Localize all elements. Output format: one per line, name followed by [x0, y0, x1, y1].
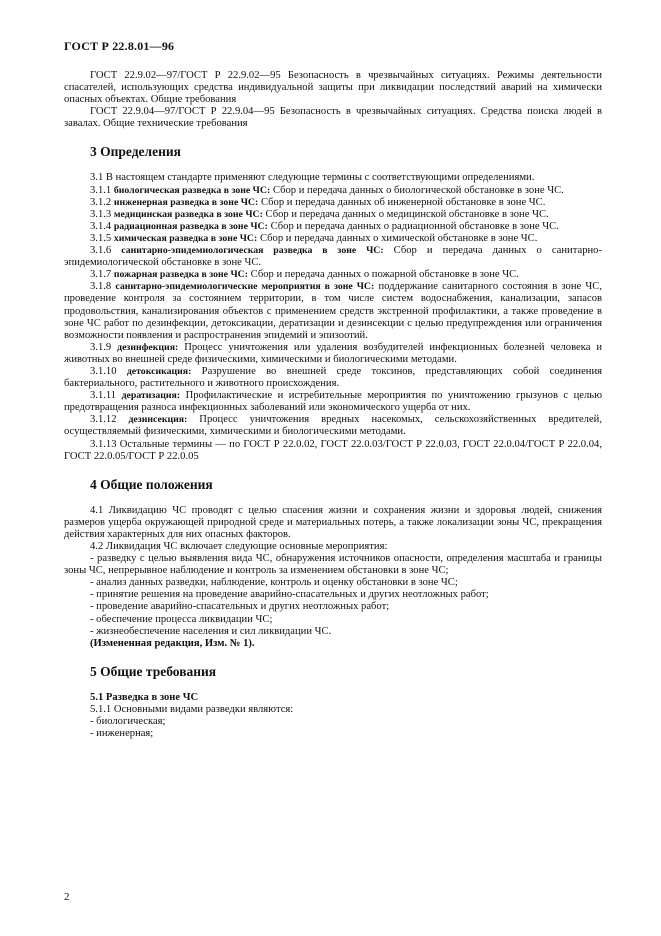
definition-term: санитарно-эпидемиологическая разведка в зоне ЧС:	[121, 245, 384, 257]
definition-text: Сбор и передача данных о радиационной обстановке в зоне ЧС.	[270, 220, 559, 232]
subsection-5-1-heading: 5.1 Разведка в зоне ЧС	[90, 691, 199, 703]
definition-number: 3.1.11	[90, 390, 117, 402]
definition-number: 3.1.2	[90, 196, 112, 208]
definitions-intro: 3.1 В настоящем стандарте применяют следующие термины с соответствующими определениями.	[90, 172, 535, 184]
section-4-heading: 4 Общие положения	[90, 476, 213, 492]
definition-item	[64, 269, 602, 281]
amendment-note: (Измененная редакция, Изм. № 1).	[90, 637, 255, 649]
definition-number: 3.1.12	[90, 414, 117, 426]
list-item: - проведение аварийно-спасательных и других неотложных работ;	[90, 601, 390, 613]
definition-term: медицинская разведка в зоне ЧС:	[113, 208, 263, 220]
definition-term: дератизация:	[121, 390, 181, 402]
definition-number: 3.1.10	[90, 365, 117, 377]
page-header: ГОСТ Р 22.8.01—96	[64, 39, 175, 53]
reference-item: ГОСТ 22.9.02—97/ГОСТ Р 22.9.02—95 Безопасность в чрезвычайных ситуациях. Режимы деятельности спасателей, использующих средства индивидуальной защиты при ликвидации последствий аварий на химически опасных объектах. Общие требования	[64, 70, 602, 106]
definition-term: дезинсекция:	[128, 414, 188, 426]
section-3-heading: 3 Определения	[90, 144, 181, 160]
definition-number: 3.1.5	[90, 232, 112, 244]
paragraph-4-2: 4.2 Ликвидация ЧС включает следующие основные мероприятия:	[90, 541, 388, 552]
definition-text: Сбор и передача данных о химической обстановке в зоне ЧС.	[259, 232, 538, 244]
definition-item	[64, 281, 602, 341]
definition-item	[64, 414, 602, 438]
definition-number: 3.1.1	[90, 184, 112, 196]
definition-term: пожарная разведка в зоне ЧС:	[113, 269, 248, 281]
definition-term: биологическая разведка в зоне ЧС:	[113, 184, 271, 196]
list-item: - принятие решения на проведение аварийно-спасательных и других неотложных работ;	[90, 589, 489, 601]
definition-text: Сбор и передача данных об инженерной обстановке в зоне ЧС.	[260, 196, 546, 208]
definition-term: радиационная разведка в зоне ЧС:	[113, 220, 268, 232]
definition-text: Разрушение во внешней среде токсинов, представляющих собой соединения бактериального, растительного и животного происхождения.	[64, 365, 602, 390]
definition-item	[64, 245, 602, 269]
definition-other: 3.1.13 Остальные термины — по ГОСТ Р 22.0.02, ГОСТ 22.0.03/ГОСТ Р 22.0.03, ГОСТ 22.0.04/ГОСТ Р 22.0.04, ГОСТ 22.0.05/ГОСТ Р 22.0.05	[64, 438, 602, 462]
definition-term: детоксикация:	[126, 365, 192, 377]
definition-item	[64, 221, 602, 233]
definition-text: Профилактические и истребительные мероприятия по уничтожению грызунов с целью предотвращения разноса инфекционных заболеваний или экономического ущерба от них.	[64, 390, 602, 414]
definition-text: Процесс уничтожения или удаления возбудителей инфекционных болезней человека и животных во внешней среде физическими, химическими и биологическими методами.	[64, 341, 602, 365]
definition-number: 3.1.9	[90, 341, 112, 353]
list-item: - разведку с целью выявления вида ЧС, обнаружения источников опасности, определения масштаба и границы зоны ЧС, непрерывное наблюдение и контроль за изменением обстановки в зоне ЧС;	[64, 553, 602, 577]
definition-number: 3.1.8	[90, 281, 112, 293]
list-item: - обеспечение процесса ликвидации ЧС;	[90, 613, 273, 625]
definition-term: химическая разведка в зоне ЧС:	[113, 232, 258, 244]
definition-number: 3.1.3	[90, 208, 112, 220]
definition-item	[64, 185, 602, 197]
list-item: - жизнеобеспечение населения и сил ликвидации ЧС.	[90, 625, 332, 637]
definition-term: санитарно-эпидемиологические мероприятия в зоне ЧС:	[115, 281, 375, 293]
definition-term: инженерная разведка в зоне ЧС:	[113, 196, 259, 208]
list-item: - биологическая;	[90, 716, 166, 728]
definition-text: Сбор и передача данных о медицинской обстановке в зоне ЧС.	[265, 208, 549, 220]
page-number: 2	[64, 891, 70, 903]
definition-text: Сбор и передача данных о пожарной обстановке в зоне ЧС.	[250, 269, 519, 281]
definition-text: Процесс уничтожения вредных насекомых, сельскохозяйственных вредителей, осуществляемый физическими, химическими и биологическими методами.	[64, 414, 602, 438]
definition-number: 3.1.7	[90, 269, 112, 281]
definition-item	[64, 209, 602, 221]
definition-item	[64, 342, 602, 366]
definition-text: Сбор и передача данных о санитарно-эпидемиологической обстановке в зоне ЧС.	[64, 245, 602, 269]
definition-text: поддержание санитарного состояния в зоне ЧС, проведение контроля за состоянием территории, в том числе систем водоснабжения, канализации, запасов продовольствия, канализирования объектов с применением средств экстренной профилактики, а также проведение в зоне ЧС работ по дезинфекции, детоксикации, дератизации и дезинсекции с целью предупреждения или ограничения возможности появления и распространения эпидемий и эпизоотий.	[64, 281, 602, 341]
definition-item	[64, 233, 602, 245]
definition-item	[64, 366, 602, 390]
reference-item: ГОСТ 22.9.04—97/ГОСТ Р 22.9.04—95 Безопасность в чрезвычайных ситуациях. Средства поиска людей в завалах. Общие технические требования	[64, 106, 602, 130]
definition-term: дезинфекция:	[117, 341, 179, 353]
list-item: - анализ данных разведки, наблюдение, контроль и оценку обстановки в зоне ЧС;	[90, 577, 458, 589]
definitions-list	[64, 185, 602, 439]
section-5-heading: 5 Общие требования	[90, 663, 217, 679]
list-item: - инженерная;	[90, 728, 154, 740]
definition-number: 3.1.4	[90, 220, 112, 232]
definition-item	[64, 390, 602, 414]
paragraph-5-1-1: 5.1.1 Основными видами разведки являются:	[90, 703, 294, 715]
definition-item	[64, 197, 602, 209]
page-content	[64, 70, 602, 740]
definition-number: 3.1.6	[90, 245, 112, 257]
definition-text: Сбор и передача данных о биологической обстановке в зоне ЧС.	[272, 184, 564, 196]
paragraph-4-1: 4.1 Ликвидацию ЧС проводят с целью спасения жизни и сохранения жизни и здоровья людей, снижения размеров ущерба окружающей природной среде и материальных потерь, а также локализации зоны ЧС, прекращения действия характерных для них опасных факторов.	[64, 504, 602, 540]
